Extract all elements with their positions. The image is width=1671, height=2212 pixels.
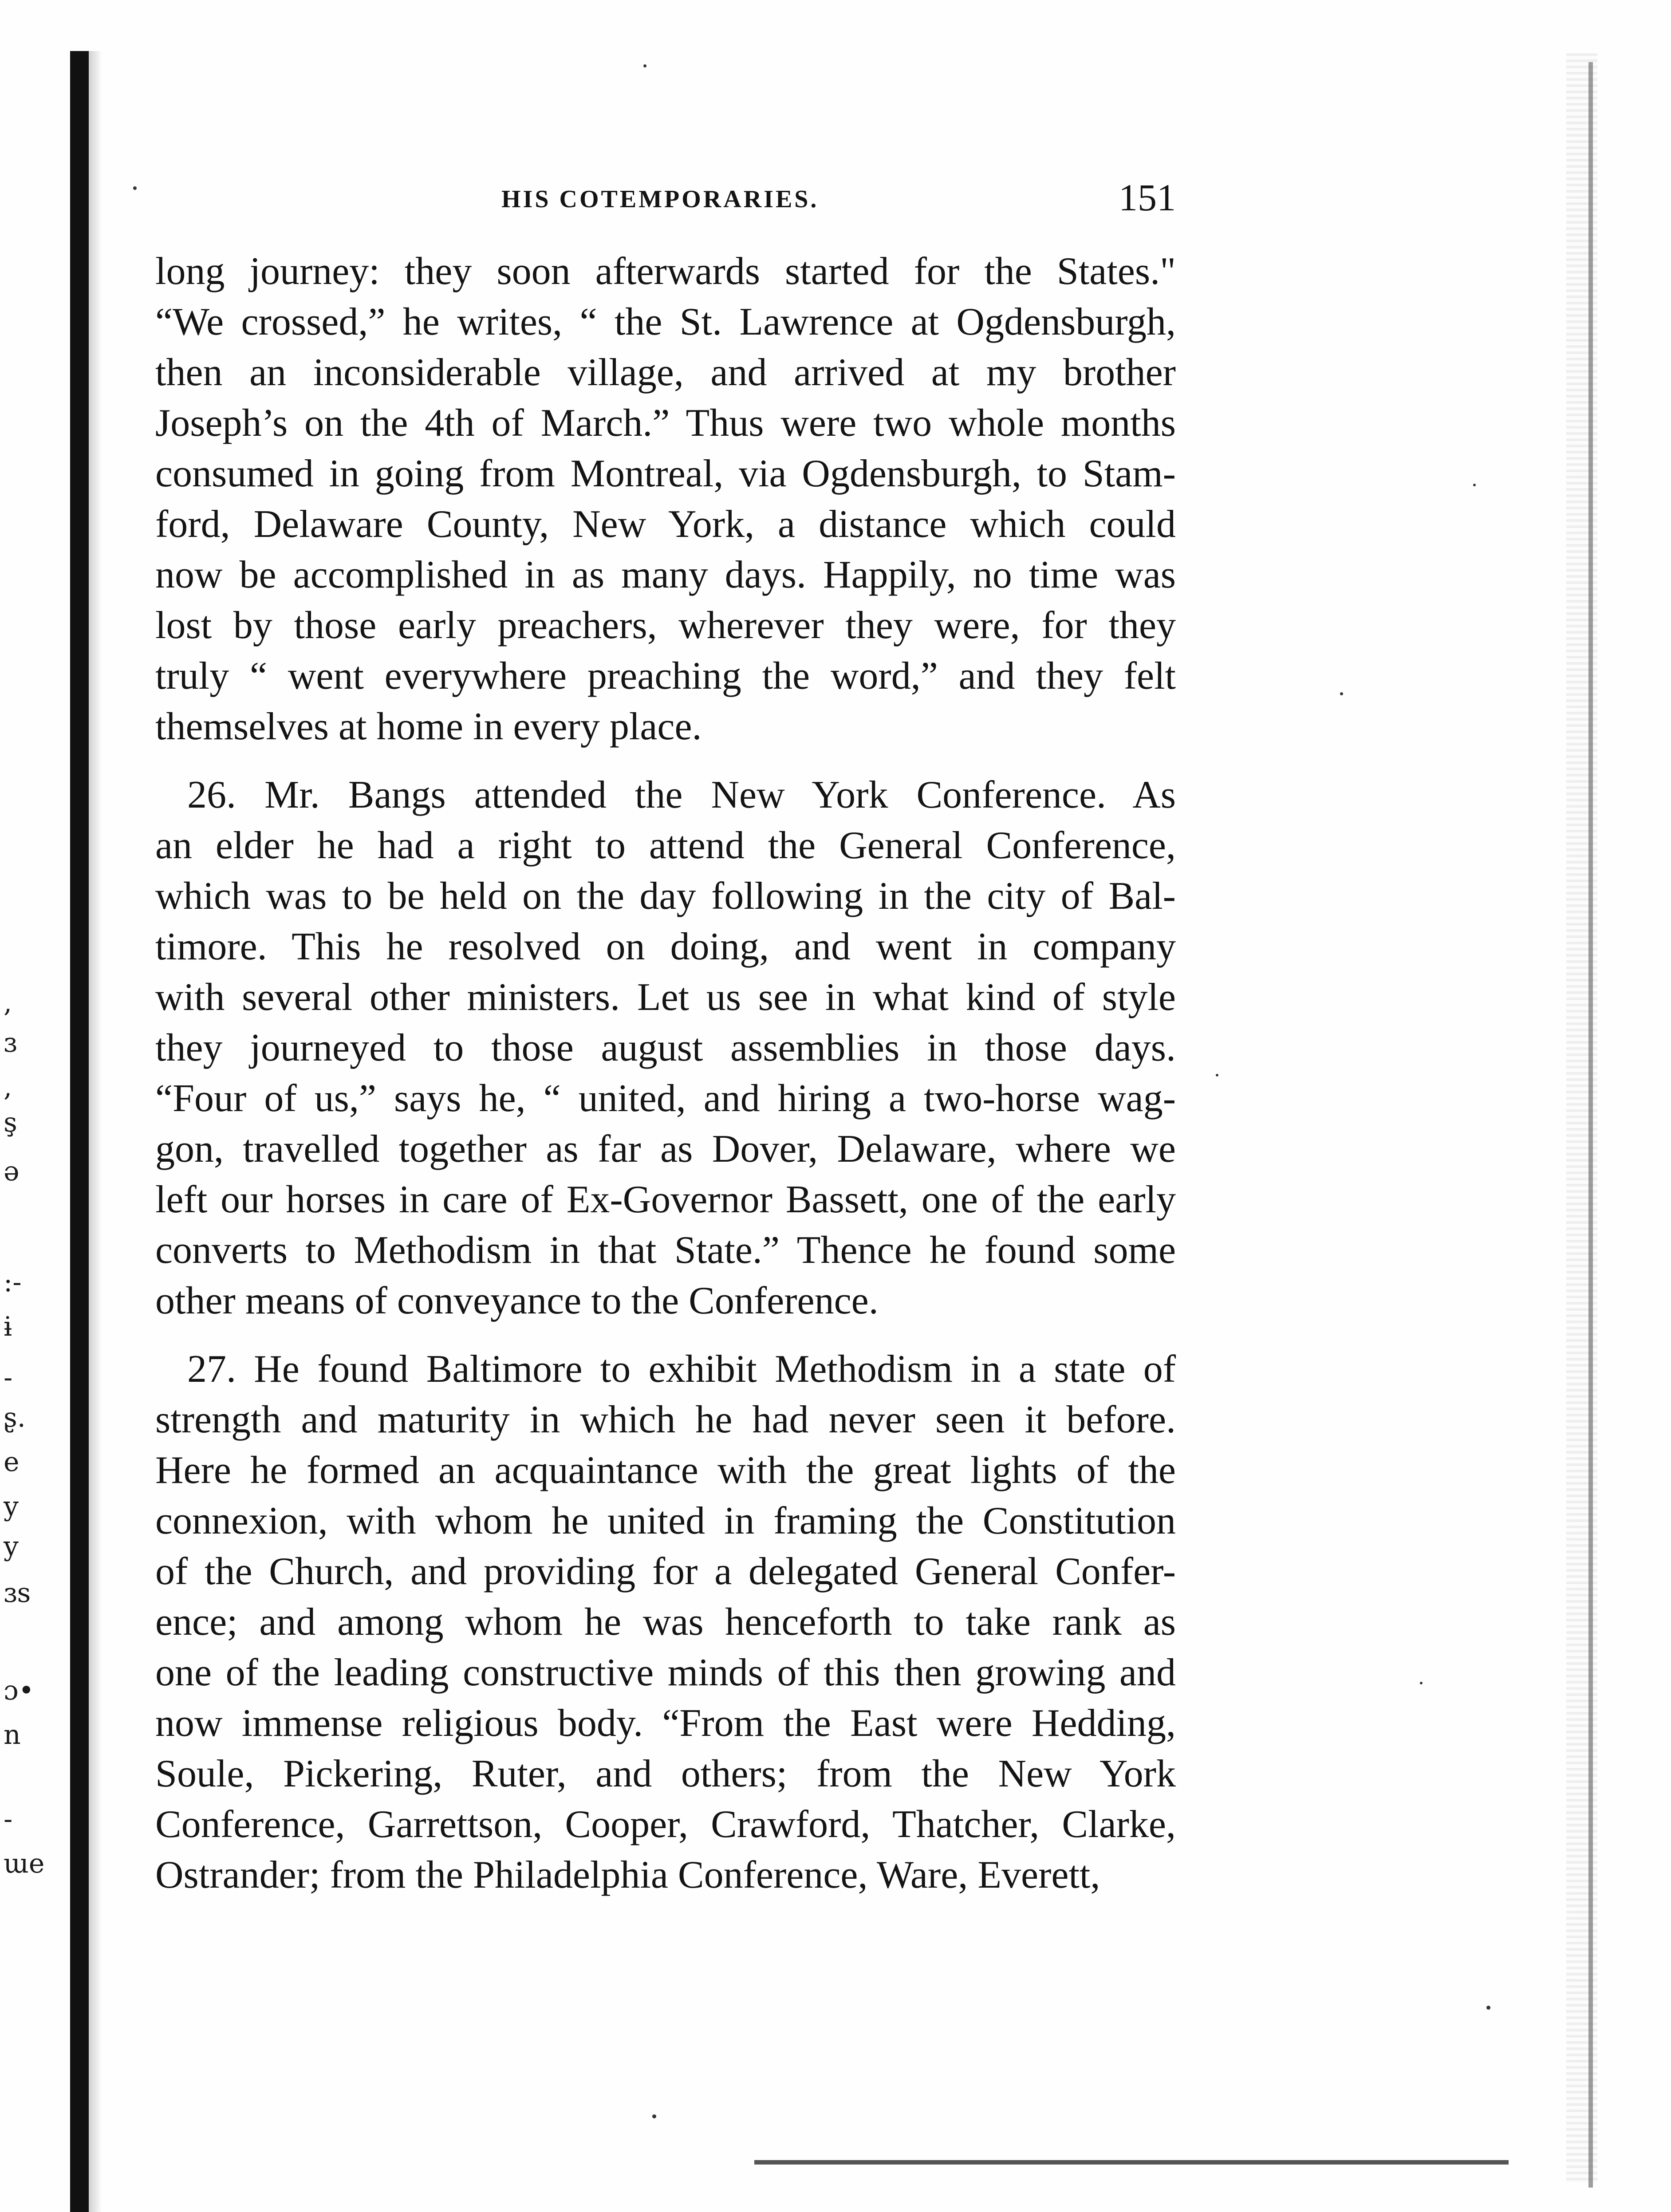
margin-fragment: ɔ• [4, 1675, 34, 1706]
text-line: truly “ went everywhere preaching the word,” and they felt [155, 655, 1176, 698]
margin-fragment: y [4, 1531, 19, 1562]
page-edge-right-line [1588, 62, 1593, 2188]
margin-fragment: n [4, 1719, 21, 1751]
dust-speck [652, 2114, 656, 2118]
text-line: now be accomplished in as many days. Happily, no time was [155, 553, 1176, 596]
dust-speck [133, 186, 137, 190]
text-line: then an inconsiderable village, and arrived at my brother [155, 351, 1176, 394]
binding-edge [70, 51, 89, 2212]
dust-speck [1420, 1682, 1423, 1684]
text-line: an elder he had a right to attend the General Conference, [155, 824, 1176, 867]
margin-fragment: ɜs [4, 1577, 31, 1609]
margin-fragment: e [4, 1447, 20, 1478]
dust-speck [1340, 692, 1343, 695]
text-line: gon, travelled together as far as Dover, Delaware, where we [155, 1128, 1176, 1171]
text-line: Here he formed an acquaintance with the great lights of the [155, 1449, 1176, 1492]
text-line: with several other ministers. Let us see in what kind of style [155, 976, 1176, 1019]
text-line: Conference, Garrettson, Cooper, Crawford, Thatcher, Clarke, [155, 1803, 1176, 1846]
body-text [155, 246, 1176, 1918]
text-line: 26. Mr. Bangs attended the New York Conference. As [187, 773, 1176, 816]
dust-speck [1216, 1074, 1218, 1076]
running-head [155, 175, 1176, 229]
text-line: one of the leading constructive minds of this then growing and [155, 1651, 1176, 1694]
text-line: Joseph’s on the 4th of March.” Thus were two whole months [155, 402, 1176, 445]
margin-fragment: - [4, 1804, 13, 1835]
dust-speck [1486, 2006, 1490, 2010]
margin-fragment: , [4, 1072, 12, 1103]
paragraph [155, 770, 1176, 1326]
text-line: “We crossed,” he writes, “ the St. Lawrence at Ogdensburgh, [155, 300, 1176, 343]
paragraph [155, 246, 1176, 752]
margin-fragment: ə [4, 1156, 20, 1187]
paragraph [155, 1344, 1176, 1901]
margin-fragment: ɯe [4, 1848, 45, 1879]
text-line: 27. He found Baltimore to exhibit Methodism in a state of [187, 1348, 1176, 1391]
left-margin-bleed-through [0, 0, 58, 2212]
text-line: ence; and among whom he was henceforth to take rank as [155, 1601, 1176, 1644]
margin-fragment: - [4, 1362, 13, 1393]
margin-fragment: , [4, 987, 12, 1018]
text-line: left our horses in care of Ex-Governor Bassett, one of the early [155, 1178, 1176, 1221]
text-line: Soule, Pickering, Ruter, and others; from the New York [155, 1752, 1176, 1795]
text-line: ford, Delaware County, New York, a distance which could [155, 503, 1176, 546]
page-number: 151 [1119, 176, 1176, 219]
text-line: they journeyed to those august assemblies in those days. [155, 1026, 1176, 1069]
text-line: consumed in going from Montreal, via Ogdensburgh, to Stam- [155, 452, 1176, 495]
text-line: long journey: they soon afterwards started for the States." [155, 250, 1176, 293]
text-line: “Four of us,” says he, “ united, and hiring a two-horse wag- [155, 1077, 1176, 1120]
margin-fragment: ʂ. [4, 1402, 26, 1433]
text-line: converts to Methodism in that State.” Thence he found some [155, 1229, 1176, 1272]
text-line: of the Church, and providing for a delegated General Confer- [155, 1550, 1176, 1593]
text-line: Ostrander; from the Philadelphia Conference, Ware, Everett, [155, 1853, 1100, 1897]
text-line: strength and maturity in which he had never seen it before. [155, 1398, 1176, 1441]
margin-fragment: ɜ [4, 1027, 17, 1058]
text-line: which was to be held on the day following in the city of Bal- [155, 875, 1176, 918]
text-line: connexion, with whom he united in framing the Constitution [155, 1499, 1176, 1542]
running-head-title: HIS COTEMPORARIES. [501, 185, 819, 213]
margin-fragment: :- [4, 1267, 22, 1298]
text-line: now immense religious body. “From the East were Hedding, [155, 1702, 1176, 1745]
text-line: timore. This he resolved on doing, and went in company [155, 925, 1176, 968]
dust-speck [643, 64, 646, 67]
text-line: other means of conveyance to the Conference. [155, 1279, 879, 1322]
text-line: lost by those early preachers, wherever they were, for they [155, 604, 1176, 647]
page-edge-bottom [754, 2160, 1509, 2165]
margin-fragment: ɨ [4, 1311, 12, 1342]
text-line: themselves at home in every place. [155, 705, 702, 748]
margin-fragment: ş [4, 1107, 17, 1138]
dust-speck [1473, 484, 1476, 486]
margin-fragment: y [4, 1491, 19, 1522]
binding-shadow [89, 51, 102, 2212]
